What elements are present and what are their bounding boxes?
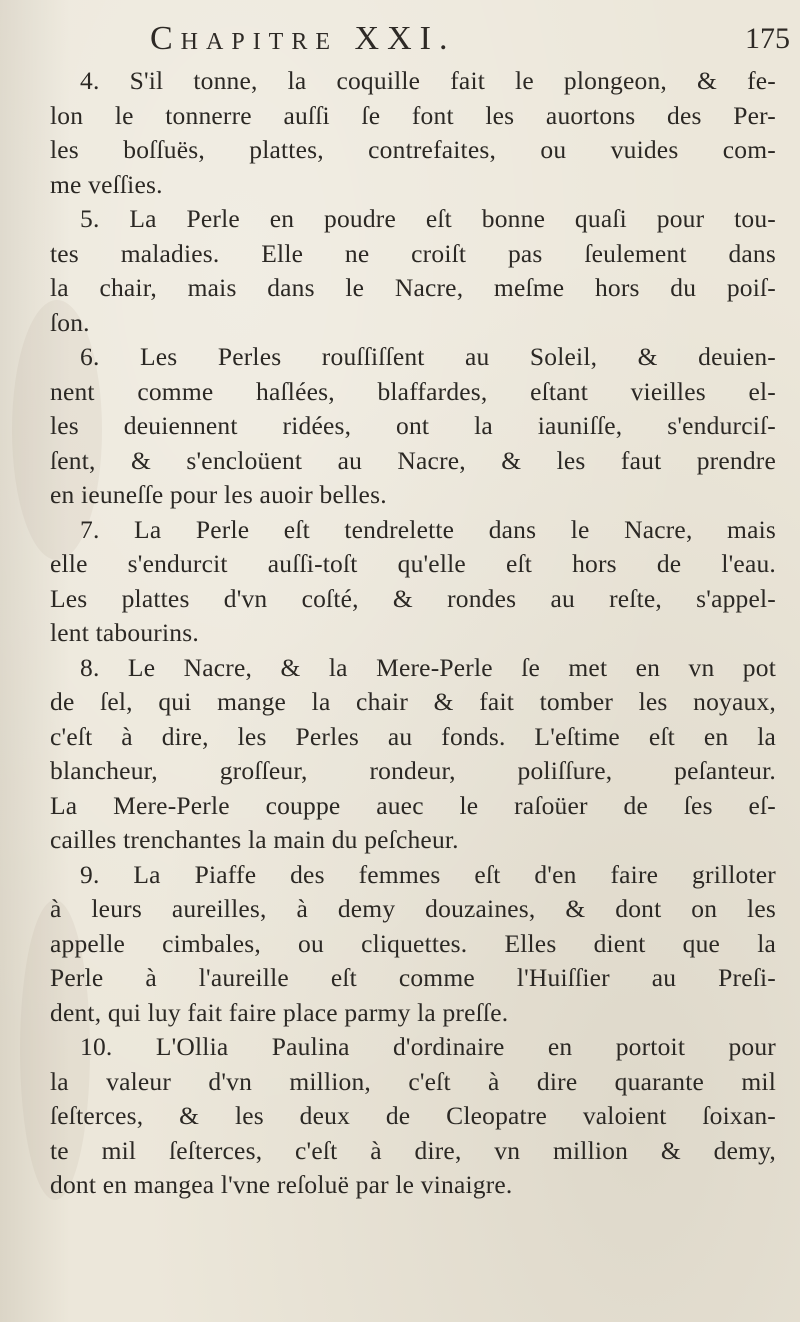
text-line: 7. La Perle eſt tendrelette dans le Nacre, mais bbox=[80, 514, 776, 544]
text-line: lent tabourins. bbox=[50, 618, 199, 647]
text-line: la valeur d'vn million, c'eſt à dire quarante mil bbox=[50, 1066, 776, 1096]
text-line: à leurs aureilles, à demy douzaines, & dont on les bbox=[50, 894, 776, 923]
running-title: Chapitre XXI. bbox=[150, 20, 456, 57]
text-line: ſon. bbox=[50, 307, 90, 337]
text-line: 9. La Piaffe des femmes eſt d'en faire grilloter bbox=[80, 859, 776, 889]
text-line: dont en mangea l'vne reſoluë par le vinaigre. bbox=[50, 1170, 513, 1199]
text-line: les deuiennent ridées, ont la iauniſſe, s'endurciſ- bbox=[50, 411, 776, 440]
text-line: ſent, & s'encloüent au Nacre, & les faut prendre bbox=[50, 445, 776, 475]
page-number: 175 bbox=[745, 22, 790, 55]
text-line: blancheur, groſſeur, rondeur, poliſſure, peſanteur. bbox=[50, 756, 776, 785]
text-line: 8. Le Nacre, & la Mere-Perle ſe met en vn pot bbox=[80, 652, 776, 682]
text-line: cailles trenchantes la main du peſcheur. bbox=[50, 825, 459, 854]
text-line: me veſſies. bbox=[50, 169, 163, 199]
text-line: dent, qui luy fait faire place parmy la preſſe. bbox=[50, 997, 509, 1027]
text-line: appelle cimbales, ou cliquettes. Elles dient que la bbox=[50, 928, 776, 958]
text-line: lon le tonnerre auſſi ſe font les auortons des Per- bbox=[50, 100, 776, 130]
text-line: tes maladies. Elle ne croiſt pas ſeulement dans bbox=[50, 238, 776, 268]
text-line: ſeſterces, & les deux de Cleopatre valoient ſoixan- bbox=[50, 1101, 776, 1130]
text-line: 6. Les Perles rouſſiſſent au Soleil, & deuien- bbox=[80, 342, 776, 371]
text-line: Les plattes d'vn coſté, & rondes au reſte, s'appel- bbox=[50, 583, 776, 613]
text-line: 4. S'il tonne, la coquille fait le plongeon, & fe- bbox=[80, 66, 776, 95]
text-line: c'eſt à dire, les Perles au fonds. L'eſtime eſt en la bbox=[50, 721, 776, 751]
text-line: en ieuneſſe pour les auoir belles. bbox=[50, 480, 387, 509]
text-line: te mil ſeſterces, c'eſt à dire, vn million & demy, bbox=[50, 1135, 776, 1165]
body-text bbox=[50, 64, 776, 1203]
page-header bbox=[150, 18, 790, 62]
text-line: Perle à l'aureille eſt comme l'Huiſſier au Preſi- bbox=[50, 963, 776, 992]
text-line: les boſſuës, plattes, contrefaites, ou vuides com- bbox=[50, 135, 776, 164]
text-line: elle s'endurcit auſſi-toſt qu'elle eſt hors de l'eau. bbox=[50, 549, 776, 578]
text-line: 10. L'Ollia Paulina d'ordinaire en portoit pour bbox=[80, 1032, 776, 1061]
text-line: nent comme haſlées, blaffardes, eſtant vieilles el- bbox=[50, 376, 776, 406]
text-line: la chair, mais dans le Nacre, meſme hors du poiſ- bbox=[50, 273, 776, 302]
text-line: La Mere-Perle couppe auec le raſoüer de ſes eſ- bbox=[50, 790, 776, 820]
text-line: 5. La Perle en poudre eſt bonne quaſi pour tou- bbox=[80, 204, 776, 233]
text-line: de ſel, qui mange la chair & fait tomber les noyaux, bbox=[50, 687, 776, 716]
